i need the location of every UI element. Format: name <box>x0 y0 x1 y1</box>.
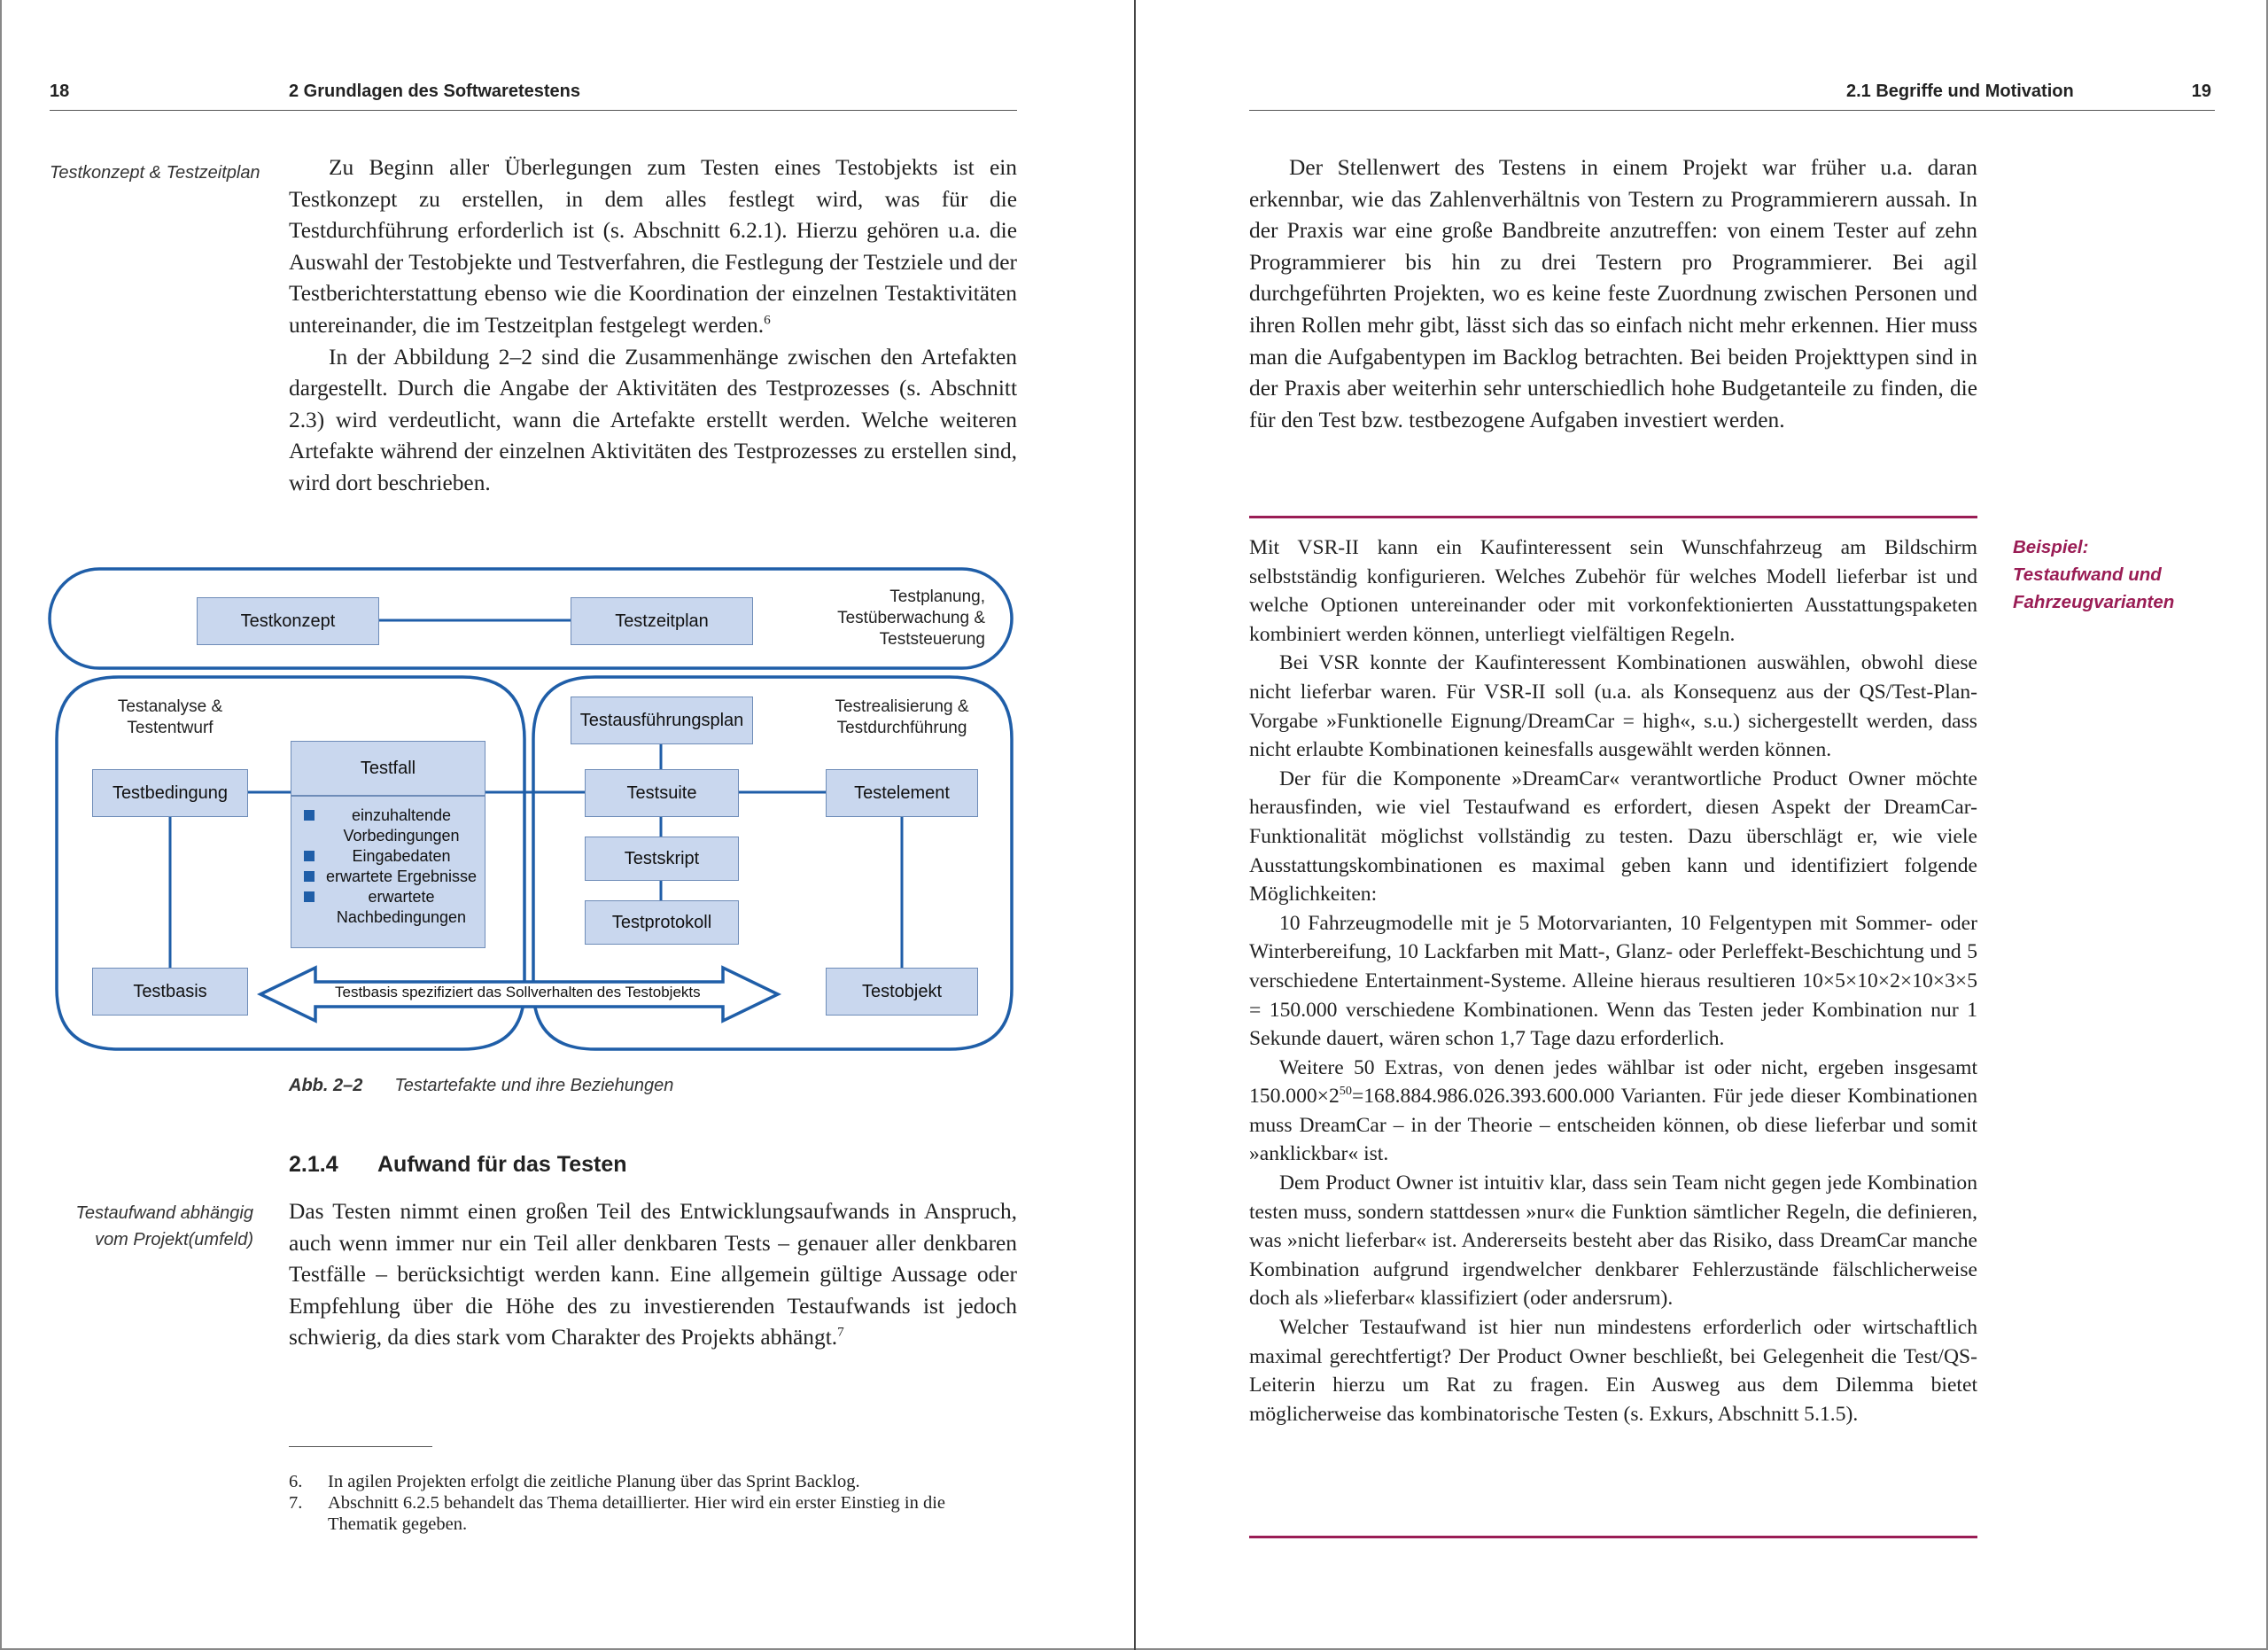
paragraph: In der Abbildung 2–2 sind die Zusammenhänge zwischen den Artefakten dargestellt. Durch die Angabe der Aktivitäten des Testprozesses (s. Abschnitt 2.3) wird verdeutlicht, wann die Artefakte erstellt werden. Welche weiteren Artefakte während der einzelnen Aktivitäten des Testprozesses zu erstellen sind, wird dort beschrieben. <box>289 344 1017 495</box>
footnote-number: 6. <box>289 1472 303 1491</box>
example-text-part: Weitere 50 Extras, von denen jedes wählbar ist oder nicht, ergeben insgesamt 150.000×2 <box>1249 1055 1977 1109</box>
footnote-number: 7. <box>289 1493 303 1513</box>
footnote-rule <box>289 1446 432 1447</box>
figure-caption <box>289 1076 673 1096</box>
margin-note-testkonzept: Testkonzept & Testzeitplan <box>50 163 260 183</box>
left-body-intro <box>289 152 1017 500</box>
margin-note-line: vom Projekt(umfeld) <box>95 1230 253 1249</box>
paragraph: Der Stellenwert des Testens in einem Projekt war früher u.a. daran erkennbar, wie das Zahlenverhältnis von Testern zu Programmierern aussah. In der Praxis war eine große Bandbreite anzutreffen: von einem Tester auf zehn Programmierer bis hin zu drei Testern pro Programmierer. Bei agil durchgeführten Projekten, wo es keine feste Zuordnung zwischen Personen und ihren Rollen mehr gibt, lässt sich das so einfach nicht mehr erkennen. Hier muss man die Aufgabentypen im Backlog betrachten. Bei beiden Projekttypen sind in der Praxis aber weiterhin sehr unterschiedlich hohe Budgetanteile zu finden, die für den Test bzw. testbezogene Aufgaben investiert werden. <box>1249 155 1977 432</box>
label-line: Testrealisierung & <box>835 697 969 716</box>
example-paragraph: Bei VSR konnte der Kaufinteressent Kombinationen auswählen, obwohl diese nicht lieferbar waren. Für VSR-II soll (u.a. als Konsequenz aus der QS/Test-Plan-Vorgabe »Funktionelle Eignung/DreamCar = high«, s.u.) sichergestellt werden, dass nicht erlaubte Kombinationen keinesfalls ausgewählt werden können. <box>1249 651 1977 762</box>
bullet-square-icon <box>304 891 315 902</box>
arrow-label: Testbasis spezifiziert das Sollverhalten des Testobjekts <box>335 984 701 1000</box>
example-label <box>2013 533 2208 616</box>
label-realization <box>804 697 999 739</box>
bullet-item <box>302 806 479 846</box>
bullet-item <box>302 867 479 887</box>
bullet-text: einzuhaltende Vorbedingungen <box>343 806 460 844</box>
label-planning <box>781 587 985 650</box>
example-paragraph: Welcher Testaufwand ist hier nun mindestens erforderlich oder wirtschaftlich maximal gerechtfertigt? Der Product Owner beschließt, bei Gelegenheit die Test/QS-Leiterin hierzu um Rat zu fragen. Ein Ausweg aus dem Dilemma bietet möglicherweise das kombinatorische Testen (s. Exkurs, Abschnitt 5.1.5). <box>1249 1316 1977 1426</box>
box-testprotokoll: Testprotokoll <box>585 900 739 945</box>
bullet-item <box>302 887 479 928</box>
example-paragraph: Dem Product Owner ist intuitiv klar, dass sein Team nicht gegen jede Kombination testen muss, sondern stattdessen »nur« die Funktion sämtlicher Regeln, die definieren, was »nicht lieferbar« ist. Andererseits besteht aber das Risiko, dass DreamCar manche Kombination aufgrund irgendwelcher denkbarer Fehlerzustände fälschlicherweise doch als »lieferbar« klassifiziert (oder andersrum). <box>1249 1171 1977 1311</box>
right-page <box>1136 0 2268 1650</box>
example-label-line: Beispiel: <box>2013 537 2089 557</box>
box-testausfuehrungsplan: Testausführungsplan <box>571 697 753 744</box>
footnote-7 <box>289 1492 1017 1535</box>
box-testsuite: Testsuite <box>585 769 739 817</box>
section-number: 2.1.4 <box>289 1152 338 1177</box>
label-line: Testdurchführung <box>836 719 967 737</box>
left-page-number: 18 <box>50 82 70 101</box>
example-paragraph: 10 Fahrzeugmodelle mit je 5 Motorvarianten, 10 Felgentypen mit Sommer- oder Winterbereifung, 10 Lackfarben mit Matt-, Glanz- oder Perleffekt-Beschichtung und 5 verschiedene Entertainment-Systeme. Alleine hieraus resultieren 10×5×10×2×10×3×5 = 150.000 verschiedene Kombinationen. Wenn das Testen jeder Kombination nur 1 Sekunde dauert, wären schon 1,7 Tage dazu erforderlich. <box>1249 911 1977 1051</box>
left-body-aufwand <box>289 1196 1017 1354</box>
caption-label: Abb. 2–2 <box>289 1076 363 1095</box>
box-testobjekt: Testobjekt <box>826 968 978 1016</box>
section-title: Aufwand für das Testen <box>377 1152 627 1177</box>
box-testfall-details <box>291 796 485 948</box>
bullet-item <box>302 846 479 867</box>
figure-test-artifacts <box>46 564 1021 1053</box>
label-line: Testplanung, <box>889 588 985 606</box>
bullet-text: Eingabedaten <box>352 847 451 865</box>
section-running-title: 2.1 Begriffe und Motivation <box>1846 82 2074 101</box>
bullet-text: erwartete Ergebnisse <box>325 868 478 885</box>
right-running-head <box>1249 80 2215 111</box>
box-testkonzept: Testkonzept <box>197 597 379 645</box>
paragraph: Das Testen nimmt einen großen Teil des Entwicklungsaufwands in Anspruch, auch wenn immer nur ein Teil aller denkbaren Tests – genauer aller denkbaren Testfälle – berücksichtigt werden kann. Eine allgemein gültige Aussage oder Empfehlung über die Höhe des zu investierenden Testaufwands ist jedoch schwierig, da dies stark vom Charakter des Projekts abhängt.$^7$ <box>289 1199 1017 1350</box>
bullet-square-icon <box>304 851 315 861</box>
bullet-square-icon <box>304 810 315 821</box>
label-line: Testanalyse & <box>117 697 223 716</box>
box-testskript: Testskript <box>585 837 739 881</box>
left-running-head <box>50 80 1017 111</box>
testfall-bullets <box>302 806 479 928</box>
footnote-text: In agilen Projekten erfolgt die zeitliche Planung über das Sprint Backlog. <box>328 1472 860 1491</box>
exponent: 50 <box>1339 1084 1352 1099</box>
box-testbedingung: Testbedingung <box>92 769 248 817</box>
example-text-part: =168.884.986.026.393.600.000 Varianten. Für jede dieser Kombinationen muss DreamCar – in der Theorie – entscheiden können, ob diese lieferbar und somit »anklickbar« ist. <box>1249 1085 1977 1166</box>
margin-note-line: Testaufwand abhängig <box>75 1203 253 1223</box>
footnotes <box>289 1471 1017 1535</box>
paragraph: Zu Beginn aller Überlegungen zum Testen eines Testobjekts ist ein Testkonzept zu erstellen, in dem alles festlegt wird, was für die Testdurchführung erforderlich ist (s. Abschnitt 6.2.1). Hierzu gehören u.a. die Auswahl der Testobjekte und Testverfahren, die Festlegung der Testziele und der Testberichterstattung ebenso wie die Koordination der einzelnen Testaktivitäten untereinander, die im Testzeitplan festgelegt werden.$^6$ <box>289 155 1017 338</box>
bullet-text: erwartete Nachbedingungen <box>336 888 467 926</box>
example-text <box>1249 533 1977 1428</box>
footnote-ref[interactable]: 6 <box>764 312 771 328</box>
example-label-line: Fahrzeugvarianten <box>2013 592 2175 612</box>
label-line: Teststeuerung <box>879 630 985 649</box>
box-testbasis: Testbasis <box>92 968 248 1016</box>
right-page-number: 19 <box>2191 82 2211 101</box>
footnote-6 <box>289 1471 1017 1492</box>
example-paragraph <box>1249 1054 1977 1169</box>
box-testzeitplan: Testzeitplan <box>571 597 753 645</box>
footnote-ref[interactable]: 7 <box>837 1324 844 1340</box>
margin-note-testaufwand <box>50 1200 253 1253</box>
example-paragraph: Mit VSR-II kann ein Kaufinteressent sein Wunschfahrzeug am Bildschirm selbstständig konfigurieren. Welches Zubehör für welches Modell lieferbar ist und welche Optionen untereinander oder mit vorkonfektionierten Ausstattungspaketen kombiniert werden können, unterliegt vielfältigen Regeln. <box>1249 536 1977 646</box>
footnote-text: Abschnitt 6.2.5 behandelt das Thema detaillierter. Hier wird ein erster Einstieg in die Thematik gegeben. <box>328 1493 945 1534</box>
label-line: Testentwurf <box>127 719 214 737</box>
bullet-square-icon <box>304 871 315 882</box>
label-line: Testüberwachung & <box>837 609 985 627</box>
example-paragraph: Der für die Komponente »DreamCar« verantwortliche Product Owner möchte herausfinden, wie viel Testaufwand es erfordert, diesen Aspekt der DreamCar-Funktionalität möglichst vollständig zu testen. Dazu überschlägt er, wie viele Ausstattungskombinationen es maximal geben kann und identifiziert folgende Möglichkeiten: <box>1249 767 1977 907</box>
example-label-line: Testaufwand und <box>2013 564 2162 585</box>
box-testfall: Testfall <box>291 741 485 796</box>
section-heading <box>289 1152 627 1178</box>
box-testelement: Testelement <box>826 769 978 817</box>
caption-text: Testartefakte und ihre Beziehungen <box>394 1076 674 1095</box>
chapter-title: 2 Grundlagen des Softwaretestens <box>289 82 580 101</box>
right-body-intro <box>1249 152 1977 436</box>
label-analysis <box>82 697 259 739</box>
